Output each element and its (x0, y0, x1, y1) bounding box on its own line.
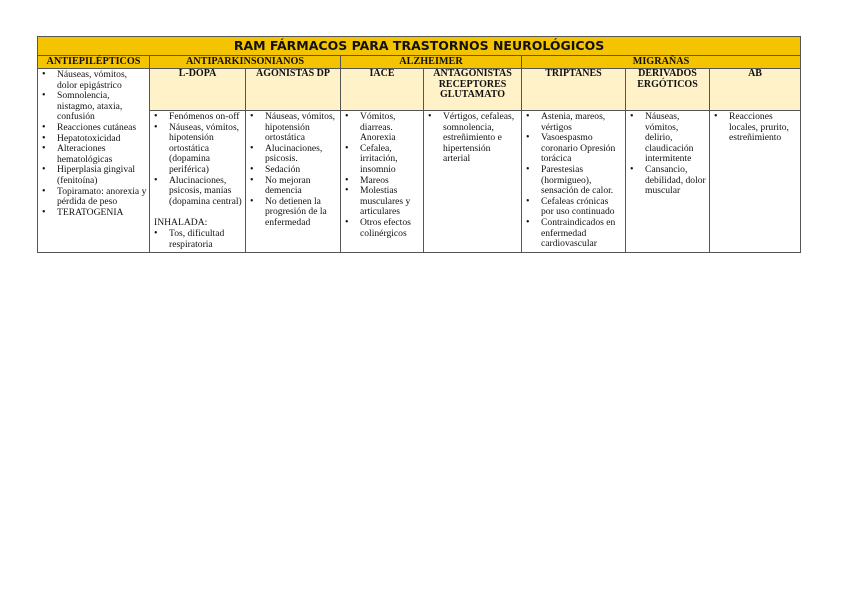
list-item: • Parestesias (hormigueo), sensación de calor. (541, 165, 623, 197)
list-ldopa-inhalada (150, 229, 245, 252)
list-item: • Contraindicados en enfermedad cardiovascular (541, 218, 623, 250)
list-item: • Alteraciones hematológicas (57, 144, 147, 165)
list-item: • Náuseas, vómitos, hipotensión ortostática (265, 112, 338, 144)
inhalada-label: INHALADA: (154, 217, 208, 229)
list-antagonistas (424, 111, 521, 167)
list-item: • Somnolencia, nistagmo, ataxia, confusión (57, 91, 147, 123)
list-item: • Otros efectos colinérgicos (360, 218, 421, 239)
group-antiepilepticos: ANTIEPILÉPTICOS (38, 56, 150, 69)
list-item: • Cansancio, debilidad, dolor muscular (645, 165, 707, 197)
list-item: • Vasoespasmo coronario Opresión torácica (541, 133, 623, 165)
list-item: • Tos, dificultad respiratoria (169, 229, 243, 250)
list-item: • Reacciones cutáneas (57, 123, 147, 134)
cell-agonistas (246, 111, 341, 253)
list-item: • Vómitos, diarreas. Anorexia (360, 112, 421, 144)
list-item: • Astenia, mareos, vértigos (541, 112, 623, 133)
group-alzheimer: ALZHEIMER (341, 56, 522, 69)
cell-iace (341, 111, 424, 253)
table-title: RAM FÁRMACOS PARA TRASTORNOS NEUROLÓGICOS (38, 37, 801, 56)
list-item: • Cefalea, irritación, insomnio (360, 144, 421, 176)
list-iace (341, 111, 423, 241)
list-item: • Hepatotoxicidad (57, 134, 147, 145)
cell-ldopa (150, 111, 246, 253)
list-item: • Topiramato: anorexia y pérdida de peso (57, 187, 147, 208)
subheader-antagonistas: ANTAGONISTAS RECEPTORES GLUTAMATO (424, 69, 522, 111)
subheader-ab: AB (710, 69, 801, 111)
list-item: • Fenómenos on-off (169, 112, 243, 123)
list-item: • Náuseas, vómitos, hipotensión ortostática (dopamina periférica) (169, 123, 243, 176)
cell-derivados (626, 111, 710, 253)
list-item: • Alucinaciones, psicosis. (265, 144, 338, 165)
list-item: • TERATOGENIA (57, 208, 147, 219)
list-antiepilepticos (38, 69, 149, 220)
list-item: • Cefaleas crónicas por uso continuado (541, 197, 623, 218)
group-migranas: MIGRAÑAS (522, 56, 801, 69)
list-item: • Hiperplasia gingival (fenitoína) (57, 165, 147, 186)
list-derivados (626, 111, 709, 199)
list-item: • No detienen la progresión de la enfermedad (265, 197, 338, 229)
group-antiparkinsonianos: ANTIPARKINSONIANOS (150, 56, 341, 69)
list-item: • Náuseas, vómitos, delirio, claudicación intermitente (645, 112, 707, 165)
cell-antagonistas (424, 111, 522, 253)
subheader-iace: IACE (341, 69, 424, 111)
list-ldopa (150, 111, 245, 209)
subheader-ldopa: L-DOPA (150, 69, 246, 111)
list-triptanes (522, 111, 625, 252)
cell-antiepilepticos (38, 69, 150, 253)
cell-triptanes (522, 111, 626, 253)
list-agonistas (246, 111, 340, 231)
cell-ab (710, 111, 801, 253)
list-item: • Vértigos, cefaleas, somnolencia, estreñimiento e hipertensión arterial (443, 112, 519, 165)
list-item: • Náuseas, vómitos, dolor epigástrico (57, 70, 147, 91)
list-item: • Mareos (360, 176, 421, 187)
list-item: • Reacciones locales, prurito, estreñimiento (729, 112, 798, 144)
list-item: • Molestias musculares y articulares (360, 186, 421, 218)
ram-table (37, 36, 801, 253)
list-item: • No mejoran demencia (265, 176, 338, 197)
list-ab (710, 111, 800, 146)
subheader-agonistas: AGONISTAS DP (246, 69, 341, 111)
subheader-triptanes: TRIPTANES (522, 69, 626, 111)
list-item: • Alucinaciones, psicosis, manías (dopamina central) (169, 176, 243, 208)
list-item: • Sedación (265, 165, 338, 176)
subheader-derivados: DERIVADOS ERGÓTICOS (626, 69, 710, 111)
